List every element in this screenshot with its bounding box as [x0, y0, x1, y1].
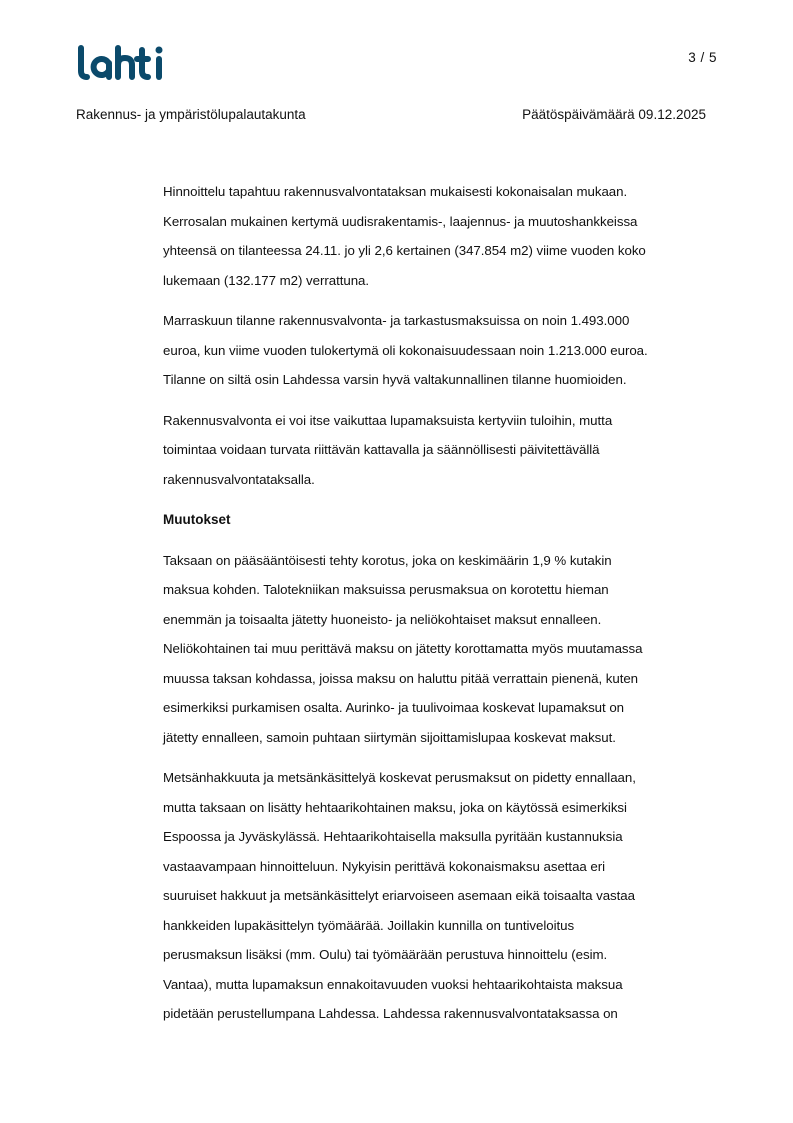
text-line: jätetty ennalleen, samoin puhtaan siirtymän sijoittamislupaa koskevat maksut.: [163, 729, 616, 745]
text-line: enemmän ja toisaalta jätetty huoneisto- ja neliökohtaiset maksut ennalleen.: [163, 611, 602, 627]
text-line: muussa taksan kohdassa, joissa maksu on haluttu pitää verrattain pienenä, kuten: [163, 670, 639, 686]
text-line: euroa, kun viime vuoden tulokertymä oli kokonaisuudessaan noin 1.213.000 euroa.: [163, 342, 648, 358]
paragraph: [163, 546, 723, 753]
decision-date: Päätöspäivämäärä 09.12.2025: [522, 107, 706, 122]
logo-graphic: [76, 44, 168, 82]
page-number: 3 / 5: [688, 50, 717, 65]
department-name: Rakennus- ja ympäristölupalautakunta: [76, 107, 306, 122]
document-body: [163, 177, 723, 1040]
text-line: rakennusvalvontataksalla.: [163, 471, 315, 487]
section-heading: Muutokset: [163, 512, 231, 527]
paragraph: [163, 306, 723, 395]
text-line: Vantaa), mutta lupamaksun ennakoitavuuden vuoksi hehtaarikohtaista maksua: [163, 976, 623, 992]
text-line: yhteensä on tilanteessa 24.11. jo yli 2,6 kertainen (347.854 m2) viime vuoden koko: [163, 243, 646, 258]
text-line: Marraskuun tilanne rakennusvalvonta- ja tarkastusmaksuissa on noin 1.493.000: [163, 313, 630, 328]
text-line: Kerrosalan mukainen kertymä uudisrakentamis-, laajennus- ja muutoshankkeissa: [163, 213, 638, 229]
paragraph: [163, 763, 723, 1029]
text-line: suuruiset hakkuut ja metsänkäsittelyt eriarvoiseen asemaan eikä toisaalta vastaa: [163, 888, 635, 903]
lahti-logo: [76, 44, 168, 82]
text-line: hankkeiden lupakäsittelyn työmäärää. Joillakin kunnilla on tuntiveloitus: [163, 917, 575, 933]
text-line: maksua kohden. Talotekniikan maksuissa perusmaksua on korotettu hieman: [163, 582, 609, 597]
text-line: Espoossa ja Jyväskylässä. Hehtaarikohtaisella maksulla pyritään kustannuksia: [163, 829, 623, 844]
text-line: vastaavampaan hinnoitteluun. Nykyisin perittävä kokonaismaksu asettaa eri: [163, 858, 606, 874]
text-line: Tilanne on siltä osin Lahdessa varsin hyvä valtakunnallinen tilanne huomioiden.: [163, 372, 627, 387]
text-line: pidetään perustellumpana Lahdessa. Lahdessa rakennusvalvontataksassa on: [163, 1006, 618, 1021]
text-line: Hinnoittelu tapahtuu rakennusvalvontataksan mukaisesti kokonaisalan mukaan.: [163, 184, 628, 199]
text-line: Neliökohtainen tai muu perittävä maksu on jätetty korottamatta myös muutamassa: [163, 641, 643, 656]
text-line: Rakennusvalvonta ei voi itse vaikuttaa lupamaksuista kertyviin tuloihin, mutta: [163, 412, 613, 428]
text-line: esimerkiksi purkamisen osalta. Aurinko- ja tuulivoimaa koskevat lupamaksut on: [163, 700, 625, 715]
paragraph: [163, 406, 723, 495]
text-line: Taksaan on pääsääntöisesti tehty korotus, joka on keskimäärin 1,9 % kutakin: [163, 552, 612, 568]
text-line: perusmaksun lisäksi (mm. Oulu) tai työmäärään perustuva hinnoittelu (esim.: [163, 947, 608, 962]
text-line: mutta taksaan on lisätty hehtaarikohtainen maksu, joka on käytössä esimerkiksi: [163, 799, 627, 815]
text-line: lukemaan (132.177 m2) verrattuna.: [163, 272, 370, 288]
text-line: Metsänhakkuuta ja metsänkäsittelyä koskevat perusmaksut on pidetty ennallaan,: [163, 770, 636, 785]
paragraph: [163, 177, 723, 295]
text-line: toimintaa voidaan turvata riittävän kattavalla ja säännöllisesti päivitettävällä: [163, 442, 600, 457]
